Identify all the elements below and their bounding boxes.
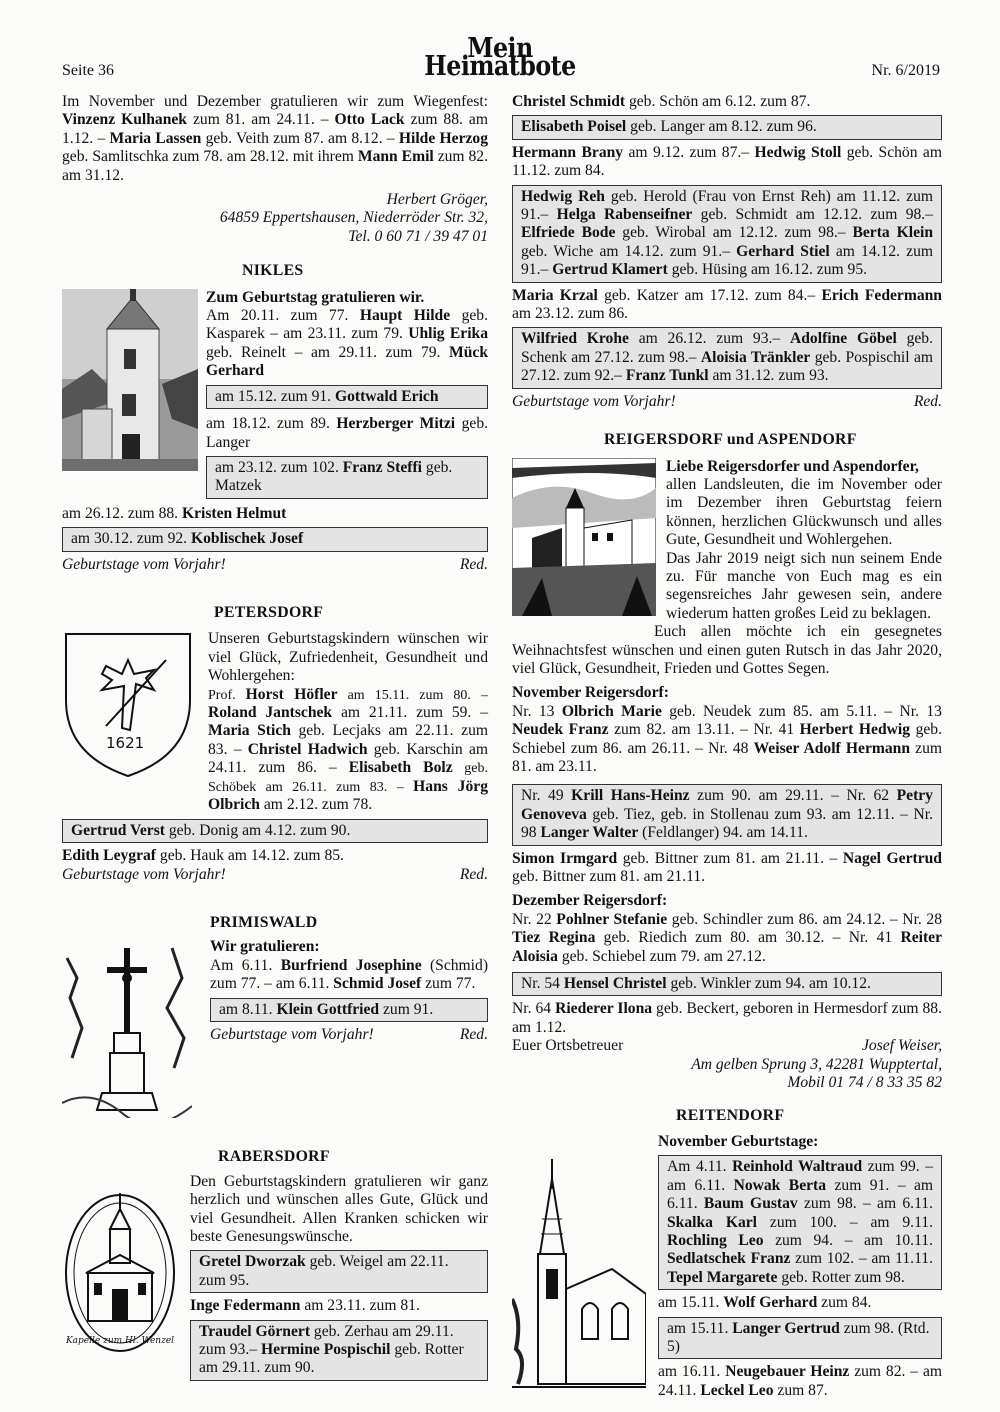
reigersdorf-paragraph-2: Das Jahr 2019 neigt sich nun seinem Ende zu. Für manche von Euch mag es ein segensreiches Jahr gewesen sein, andere wiederum hatten großes Leid zu beklagen.: [666, 549, 942, 622]
rabersdorf-text: Inge Federmann am 23.11. zum 81.: [190, 1297, 420, 1315]
nikles-text-2: am 18.12. zum 89. Herzberger Mitzi geb. Langer: [206, 415, 489, 451]
section-nikles: [62, 262, 488, 574]
birthday-box: Gertrud Verst geb. Donig am 4.12. zum 90.: [62, 819, 488, 843]
section-reigersdorf: [512, 431, 942, 1092]
birthday-box: Wilfried Krohe am 26.12. zum 93.– Adolfine Göbel geb. Schenk am 27.12. zum 98.– Aloisia Tränkler geb. Pospischil am 27.12. zum 92.– Franz Tunkl am 31.12. zum 93.: [512, 327, 942, 388]
issue-number: Nr. 6/2019: [871, 62, 940, 79]
seal-text: Kapelle zum Hl. Wenzel: [65, 1335, 175, 1346]
crest-year: 1621: [106, 734, 145, 753]
greeting: Zum Geburtstag gratulieren wir.: [206, 288, 425, 306]
birthday-box: am 15.11. Langer Gertrud zum 98. (Rtd. 5): [658, 1317, 942, 1360]
section-heading: PETERSDORF: [214, 603, 324, 621]
petersdorf-lead: Unseren Geburtstagskindern wünschen wir viel Glück, Zufriedenheit, Gesundheit und Wohlergehen:: [208, 630, 488, 685]
reitendorf-text: am 15.11. Wolf Gerhard zum 84.: [658, 1294, 872, 1312]
right-top-text-3: Maria Krzal geb. Katzer am 17.12. zum 84.– Erich Federmann am 23.12. zum 86.: [512, 286, 942, 323]
birthday-box: am 30.12. zum 92. Koblischek Josef: [62, 527, 488, 551]
nikles-text: Am 20.11. zum 77. Haupt Hilde geb. Kasparek – am 23.11. zum 79. Uhlig Erika geb. Reinelt – am 29.11. zum 79. Mück Gerhard: [206, 307, 488, 380]
birthday-box: Elisabeth Poisel geb. Langer am 8.12. zum 96.: [512, 115, 942, 139]
birthday-box: Nr. 54 Hensel Christel geb. Winkler zum 94. am 10.12.: [512, 972, 942, 996]
previous-year-note: Geburtstage vom Vorjahr! Red.: [62, 865, 488, 883]
greeting: Liebe Reigersdorfer und Aspendorfer,: [666, 457, 919, 475]
birthday-box: Hedwig Reh geb. Herold (Frau von Ernst Reh) am 11.12. zum 91.– Helga Rabenseifner geb. Schmidt am 12.12. zum 98.– Elfriede Bode geb. Wirobal am 12.12. zum 98.– Berta Klein geb. Wiche am 14.12. zum 91.– Gerhard Stiel am 14.12. zum 91.– Gertrud Klamert geb. Hüsing am 16.12. zum 95.: [512, 185, 942, 283]
birthday-box: am 8.11. Klein Gottfried zum 91.: [210, 998, 488, 1022]
masthead-logo: Mein Heimatbote: [424, 33, 576, 83]
reitendorf-church-drawing: [512, 1159, 646, 1399]
reigersdorf-paragraph-3: Euch allen möchte ich ein gesegnetes Weihnachtsfest wünschen und einen guten Rutsch in das Jahr 2020, viel Glück, Gesundheit, Frieden und Gottes Segen.: [512, 623, 942, 677]
greeting: Wir gratulieren:: [210, 938, 320, 956]
reigersdorf-paragraph-1: allen Landsleuten, die im November oder im Dezember ihren Geburtstag feiern können, herzlichen Glückwunsch und alles Gute, Gesundheit und Wohlergehen.: [666, 475, 942, 549]
petersdorf-text: Prof. Horst Höfler am 15.11. zum 80. – Roland Jantschek am 21.11. zum 59. – Maria Stich geb. Lecjaks am 22.11. zum 83. – Christel Hadwich geb. Karschin am 24.11. zum 86. – Elisabeth Bolz geb. Schöbek am 26.11. zum 83. – Hans Jörg Olbrich am 2.12. zum 78.: [208, 685, 488, 814]
primiswald-text: Am 6.11. Burfriend Josephine (Schmid) zum 77. – am 6.11. Schmid Josef zum 77.: [210, 956, 489, 993]
right-top-text-2: Hermann Brany am 9.12. zum 87.– Hedwig Stoll geb. Schön am 11.12. zum 84.: [512, 143, 942, 180]
page-number: Seite 36: [62, 62, 114, 79]
reigersdorf-signature: Euer Ortsbetreuer Josef Weiser,: [512, 1037, 942, 1055]
birthday-box: Traudel Görnert geb. Zerhau am 29.11. zum 93.– Hermine Pospischil geb. Rotter am 29.11. zum 90.: [190, 1320, 488, 1381]
reigersdorf-december: Nr. 22 Pohlner Stefanie geb. Schindler zum 86. am 24.12. – Nr. 28 Tiez Regina geb. Riedich zum 80. am 30.12. – Nr. 41 Reiter Aloisia geb. Schiebel zum 79. am 27.12.: [512, 910, 942, 965]
birthday-box: Nr. 49 Krill Hans-Heinz zum 90. am 29.11. – Nr. 62 Petry Genoveva geb. Tiez, geb. in Stollenau zum 93. am 12.11. – Nr. 98 Langer Walter (Feldlanger) 94. am 14.11.: [512, 784, 942, 845]
section-heading: RABERSDORF: [218, 1148, 330, 1166]
section-heading: REIGERSDORF und ASPENDORF: [604, 431, 857, 449]
petersdorf-crest: [62, 630, 194, 780]
reigersdorf-address: Am gelben Sprung 3, 42281 Wupptertal, Mobil 01 74 / 8 33 35 82: [691, 1055, 942, 1092]
birthday-box: am 23.12. zum 102. Franz Steffi geb. Matzek: [206, 456, 488, 499]
previous-year-note: Geburtstage vom Vorjahr! Red.: [210, 1025, 488, 1043]
section-rabersdorf: [62, 1148, 488, 1384]
section-petersdorf: [62, 604, 488, 884]
previous-year-note: Geburtstage vom Vorjahr! Red.: [62, 555, 488, 573]
reigersdorf-november: Nr. 13 Olbrich Marie geb. Neudek zum 85. am 5.11. – Nr. 13 Neudek Franz zum 82. am 13.11. – Nr. 41 Herbert Hedwig geb. Schiebel zum 86. am 26.11. – Nr. 48 Weiser Adolf Hermann zum 81. am 23.11.: [512, 702, 943, 775]
reigersdorf-december-2: Nr. 64 Riederer Ilona geb. Beckert, geboren in Hermesdorf zum 88. am 1.12.: [512, 1000, 942, 1036]
chapel-seal: [62, 1173, 178, 1359]
page-header: [0, 0, 1000, 90]
previous-year-note: Geburtstage vom Vorjahr! Red.: [512, 392, 942, 410]
petersdorf-text-2: Edith Leygraf geb. Hauk am 14.12. zum 85.: [62, 847, 344, 865]
subheading-november: November Reigersdorf:: [512, 684, 669, 702]
church-photo: [62, 289, 198, 471]
author-signature: Herbert Gröger, 64859 Eppertshausen, Niederröder Str. 32, Tel. 0 60 71 / 39 47 01: [219, 191, 488, 245]
birthday-box: Gretel Dworzak geb. Weigel am 22.11. zum 95.: [190, 1250, 488, 1293]
section-heading: REITENDORF: [676, 1106, 785, 1124]
reitendorf-text-2: am 16.11. Neugebauer Heinz zum 82. – am 24.11. Leckel Leo zum 87.: [658, 1363, 942, 1399]
section-reitendorf: [512, 1107, 942, 1401]
wayside-cross-drawing: [62, 938, 192, 1118]
intro-paragraph: Im November und Dezember gratulieren wir zum Wiegenfest: Vinzenz Kulhanek zum 81. am 24.11. – Otto Lack zum 88. am 1.12. – Maria Lassen geb. Veith zum 87. am 8.12. – Hilde Herzog geb. Samlitschka zum 78. am 28.12. mit ihrem Mann Emil zum 82. am 31.12.: [62, 93, 489, 184]
left-column: [62, 93, 488, 1385]
section-primiswald: [62, 914, 488, 1118]
subheading-november: November Geburtstage:: [658, 1132, 819, 1150]
right-top-text: Christel Schmidt geb. Schön am 6.12. zum 87.: [512, 93, 811, 110]
rabersdorf-lead: Den Geburtstagskindern gratulieren wir ganz herzlich und wünschen alles Gute, Glück und viel Gesundheit. Allen Kranken schicken wir beste Genesungswünsche.: [190, 1172, 488, 1245]
village-drawing: [512, 458, 656, 616]
right-column: [512, 93, 942, 1400]
birthday-box: am 15.12. zum 91. Gottwald Erich: [206, 385, 488, 409]
nikles-text-3: am 26.12. zum 88. Kristen Helmut: [62, 504, 287, 522]
subheading-december: Dezember Reigersdorf:: [512, 892, 668, 910]
section-heading: PRIMISWALD: [210, 913, 318, 931]
birthday-box: Am 4.11. Reinhold Waltraud zum 99. – am 6.11. Nowak Berta zum 91. – am 6.11. Baum Gustav zum 98. – am 6.11. Skalka Karl zum 100. – am 9.11. Rochling Leo zum 94. – am 10.11. Sedlatschek Franz zum 102. – am 11.11. Tepel Margarete geb. Rotter zum 98.: [658, 1155, 942, 1290]
section-heading: NIKLES: [242, 262, 304, 280]
reigersdorf-november-2: Simon Irmgard geb. Bittner zum 81. am 21.11. – Nagel Gertrud geb. Bittner zum 81. am 21.11.: [512, 849, 942, 886]
